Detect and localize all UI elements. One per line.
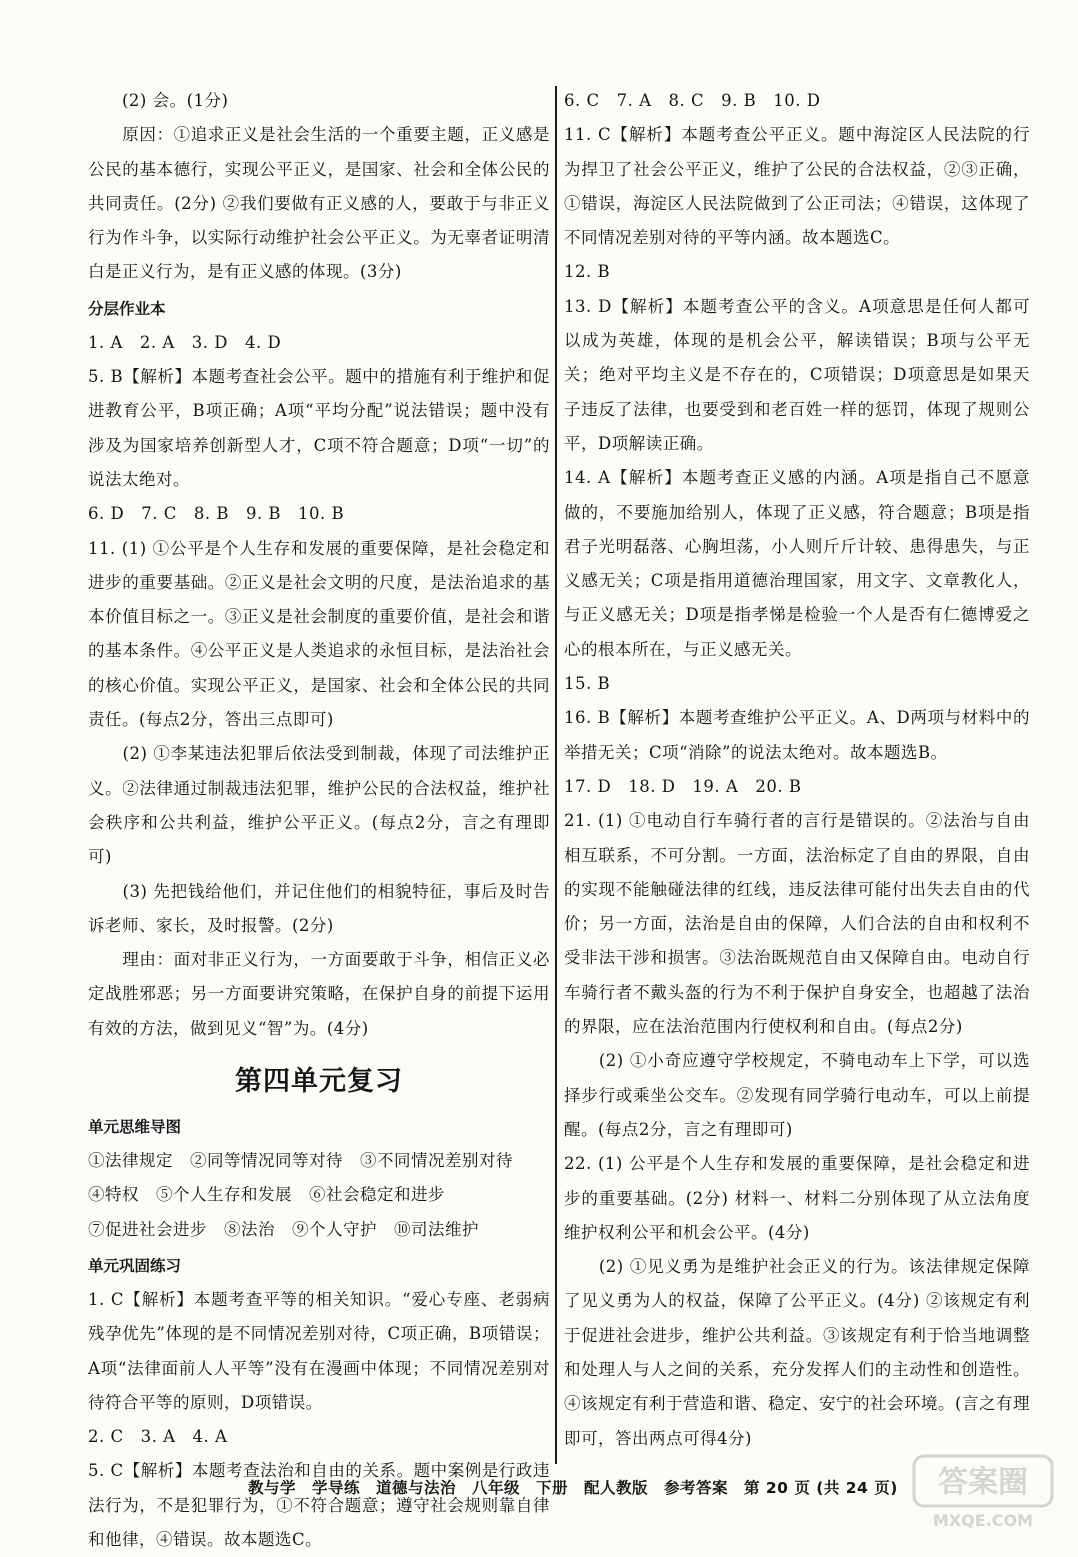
footer-text: 教与学 学导练 道德与法治 八年级 下册 配人教版 参考答案 第 20 页 (共 24 页) xyxy=(248,1479,898,1497)
watermark-logo xyxy=(910,1452,1060,1532)
answer-paragraph: 21. (1) ①电动自行车骑行者的言行是错误的。②法治与自由相互联系，不可分割。一方面，法治标定了自由的界限，自由的实现不能触碰法律的红线，违反法律可能付出失去自由的代价；另一方面，法治是自由的保障，人们合法的自由和权利不受非法干涉和损害。③法治既规范自由又保障自由。电动自行车骑行者不戴头盔的行为不利于保护自身安全，也超越了法治的界限，应在法治范围内行使权利和自由。(每点2分) xyxy=(564,811,1030,1037)
answer-paragraph: ⑦促进社会进步 ⑧法治 ⑨个人守护 ⑩司法维护 xyxy=(88,1219,479,1239)
answer-key-line: 17. D 18. D 19. A 20. B xyxy=(564,776,802,796)
answer-paragraph: 11. (1) ①公平是个人生存和发展的重要保障，是社会稳定和进步的重要基础。②正义是社会文明的尺度，是法治追求的基本价值目标之一。③正义是社会制度的重要价值，是社会和谐的基本条件。④公平正义是人类追求的永恒目标，是法治社会的核心价值。实现公平正义，是国家、社会和全体公民的共同责任。(每点2分，答出三点即可) xyxy=(88,538,550,730)
answer-paragraph: ④特权 ⑤个人生存和发展 ⑥社会稳定和进步 xyxy=(88,1185,445,1205)
answer-key-line: 12. B xyxy=(564,262,611,282)
answer-paragraph: (2) ①小奇应遵守学校规定，不骑电动车上下学，可以选择步行或乘坐公交车。②发现有同学骑行电动车，可以上前提醒。(每点2分，言之有理即可) xyxy=(564,1051,1030,1139)
section-heading: 分层作业本 xyxy=(88,299,166,318)
answer-paragraph: 1. C【解析】本题考查平等的相关知识。“爱心专座、老弱病残孕优先”体现的是不同情况差别对待，C项正确，B项错误；A项“法律面前人人平等”没有在漫画中体现；不同情况差别对待符合平等的原则，D项错误。 xyxy=(88,1289,550,1412)
answer-paragraph: 16. B【解析】本题考查维护公平正义。A、D两项与材料中的举措无关；C项“消除”的说法太绝对。故本题选B。 xyxy=(564,708,1030,762)
answer-key-line: 15. B xyxy=(564,674,611,694)
answer-paragraph: 5. B【解析】本题考查社会公平。题中的措施有利于维护和促进教育公平，B项正确；A项“平均分配”说法错误；题中没有涉及为国家培养创新型人才，C项不符合题意；D项“一切”的说法太绝对。 xyxy=(88,367,550,489)
watermark-url: MXQE.COM xyxy=(932,1511,1034,1530)
answer-paragraph: 11. C【解析】本题考查公平正义。题中海淀区人民法院的行为捍卫了社会公平正义，维护了公民的合法权益，②③正确，①错误，海淀区人民法院做到了公正司法；④错误，这体现了不同情况差别对待的平等内涵。故本题选C。 xyxy=(564,125,1030,248)
answer-paragraph: (2) 会。(1分) xyxy=(88,91,229,110)
answer-paragraph: 原因：①追求正义是社会生活的一个重要主题，正义感是公民的基本德行，实现公平正义，是国家、社会和全体公民的共同责任。(2分) ②我们要做有正义感的人，要敢于与非正义行为作斗争，以实际行动维护社会公平正义。为无辜者证明清白是正义行为，是有正义感的体现。(3分) xyxy=(88,125,550,282)
left-column xyxy=(88,84,550,1557)
right-column xyxy=(564,84,1030,1456)
section-heading: 单元巩固练习 xyxy=(88,1256,182,1275)
answer-key-line: 6. D 7. C 8. B 9. B 10. B xyxy=(88,504,345,524)
section-heading: 单元思维导图 xyxy=(88,1118,182,1137)
watermark-title: 答案圈 xyxy=(938,1465,1028,1500)
answer-key-line: 1. A 2. A 3. D 4. D xyxy=(88,332,282,352)
answer-paragraph: (2) ①见义勇为是维护社会正义的行为。该法律规定保障了见义勇为人的权益，保障了公平正义。(4分) ②该规定有利于促进社会进步，维护公共利益。③该规定有利于恰当地调整和处理人与人之间的关系，充分发挥人们的主动性和创造性。④该规定有利于营造和谐、稳定、安宁的社会环境。(言之有理即可，答出两点可得4分) xyxy=(564,1257,1030,1448)
answer-paragraph: 5. C【解析】本题考查法治和自由的关系。题中案例是行政违法行为，不是犯罪行为，①不符合题意；遵守社会规则靠自律和他律，④错误。故本题选C。 xyxy=(88,1461,550,1549)
answer-key-line: 2. C 3. A 4. A xyxy=(88,1427,228,1447)
answer-paragraph: ①法律规定 ②同等情况同等对待 ③不同情况差别对待 xyxy=(88,1151,513,1171)
unit-title: 第四单元复习 xyxy=(235,1066,403,1098)
watermark-graphic xyxy=(910,1452,1060,1532)
answer-paragraph: 13. D【解析】本题考查公平的含义。A项意思是任何人都可以成为英雄，体现的是机会公平，解读错误；B项与公平无关；绝对平均主义是不存在的，C项错误；D项意思是如果天子违反了法律，也要受到和老百姓一样的惩罚，体现了规则公平，D项解读正确。 xyxy=(564,296,1030,453)
answer-key-line: 6. C 7. A 8. C 9. B 10. D xyxy=(564,91,821,110)
column-divider xyxy=(555,86,557,1464)
answer-paragraph: (3) 先把钱给他们，并记住他们的相貌特征，事后及时告诉老师、家长，及时报警。(2分) xyxy=(88,881,550,935)
answer-paragraph: 理由：面对非正义行为，一方面要敢于斗争，相信正义必定战胜邪恶；另一方面要讲究策略，在保护自身的前提下运用有效的方法，做到见义“智”为。(4分) xyxy=(88,950,550,1038)
answer-paragraph: 14. A【解析】本题考查正义感的内涵。A项是指自己不愿意做的，不要施加给别人，体现了正义感，符合题意；B项是指君子光明磊落、心胸坦荡，小人则斤斤计较、患得患失，与正义感无关；C项是指用道德治理国家，用文字、文章教化人，与正义感无关；D项是指孝悌是检验一个人是否有仁德博爱之心的根本所在，与正义感无关。 xyxy=(564,468,1030,659)
answer-paragraph: (2) ①李某违法犯罪后依法受到制裁，体现了司法维护正义。②法律通过制裁违法犯罪，维护公民的合法权益，维护社会秩序和公共利益，维护公平正义。(每点2分，言之有理即可) xyxy=(88,744,550,867)
answer-paragraph: 22. (1) 公平是个人生存和发展的重要保障，是社会稳定和进步的重要基础。(2分) 材料一、材料二分别体现了从立法角度维护权利公平和机会公平。(4分) xyxy=(564,1154,1030,1242)
